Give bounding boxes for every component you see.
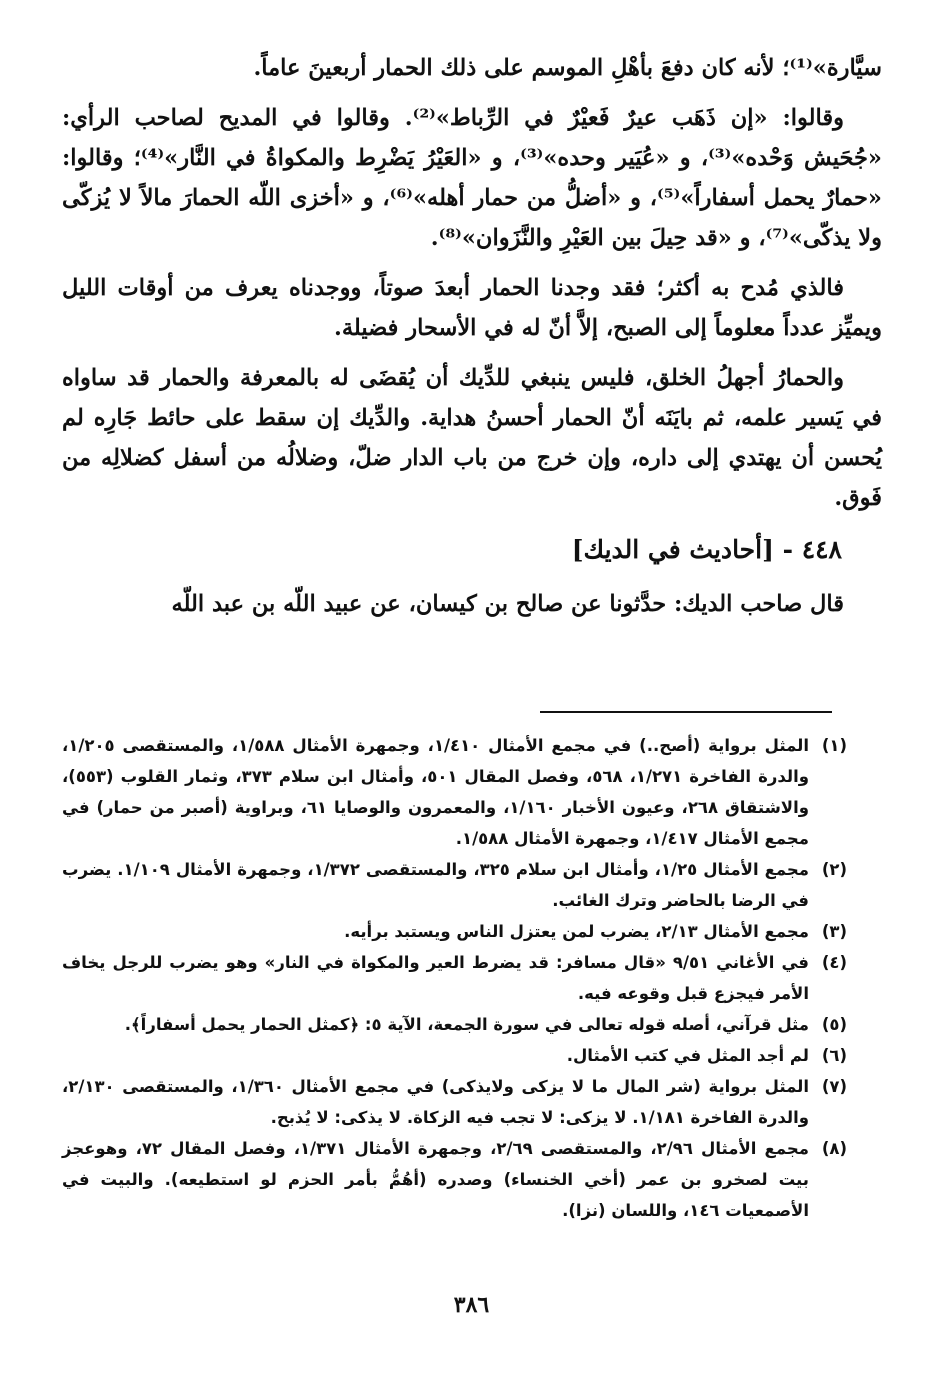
footnotes <box>62 730 847 1226</box>
footnote <box>62 1009 847 1040</box>
footnote-text: المثل برواية (أصح..) في مجمع الأمثال ١/٤١٠، وجمهرة الأمثال ١/٥٨٨، والمستقصى ١/٢٠٥، والدرة الفاخرة ١/٢٧١، ٥٦٨، وفصل المقال ٥٠١، وأمثال ابن سلام ٣٧٣، وثمار القلوب (٥٥٣)، والاشتقاق ٢٦٨، وعيون الأخبار ١/١٦٠، والمعمرون والوصايا ٦١، وبراوية (أصبر من حمار) في مجمع الأمثال ١/٤١٧، وجمهرة الأمثال ١/٥٨٨. <box>62 736 810 848</box>
footnote-text: مجمع الأمثال ١/٢٥، وأمثال ابن سلام ٣٢٥، والمستقصى ١/٣٧٢، وجمهرة الأمثال ١/١٠٩. يضرب في الرضا بالحاضر وترك الغائب. <box>62 860 810 910</box>
paragraph: سيَّارة»⁽¹⁾؛ لأنه كان دفعَ بأهْلِ الموسم على ذلك الحمار أربعينَ عاماً. <box>253 55 882 81</box>
footnote-text: مثل قرآني، أصله قوله تعالى في سورة الجمعة، الآية ٥: ﴿كمثل الحمار يحمل أسفاراً﴾. <box>124 1015 809 1034</box>
footnote-text: في الأغاني ٩/٥١ «قال مسافر: قد يضرط العير والمكواة في النار» وهو يضرب للرجل يخاف الأمر فيجزع قبل وقوعه فيه. <box>62 953 809 1003</box>
paragraph: وقالوا: «إن ذَهَب عيرٌ فَعيْرٌ في الرِّباط»⁽²⁾. وقالوا في المديح لصاحب الرأي: «جُحَيش وَحْده»⁽³⁾، و «عُيَير وحده»⁽³⁾، و «العَيْرُ يَضْرِط والمكواةُ في النَّار»⁽⁴⁾؛ وقالوا: «حمارٌ يحمل أسفاراً»⁽⁵⁾، و «أضلُّ من حمار أهله»⁽⁶⁾، و «أخزى اللّه الحمارَ مالاً لا يُزكّى ولا يذكّى»⁽⁷⁾، و «قد حِيلَ بين العَيْرِ والنَّزَوان»⁽⁸⁾. <box>62 105 882 251</box>
footnote-number: (٨) <box>821 1139 847 1158</box>
footnote-number: (٤) <box>821 953 847 972</box>
footnote <box>62 854 847 916</box>
footnote-number: (١) <box>821 736 847 755</box>
page-number: ٣٨٦ <box>453 1292 490 1318</box>
footnote-text: المثل برواية (شر المال ما لا يزكى ولايذكى) في مجمع الأمثال ١/٣٦٠، والمستقصى ٢/١٣٠، والدرة الفاخرة ١/١٨١. لا يزكى: لا تجب فيه الزكاة. لا يذكى: لا يُذبح. <box>62 1077 810 1127</box>
footnote-separator <box>540 711 832 713</box>
section-heading: ٤٤٨ - [أحاديث في الديك] <box>571 535 842 564</box>
footnote-number: (٢) <box>821 860 847 879</box>
footnote <box>62 1133 847 1226</box>
footnote <box>62 916 847 947</box>
footnote-text: مجمع الأمثال ٢/٩٦، والمستقصى ٢/٦٩، وجمهرة الأمثال ١/٣٧١، وفصل المقال ٧٢، وهوعجز بيت لصخرو بن عمر (أخي الخنساء) وصدره (أهُمُّ بأمر الحزم لو استطيعه). والبيت في الأصمعيات ١٤٦، واللسان (نزا). <box>62 1139 809 1220</box>
main-text <box>62 48 882 634</box>
paragraph: والحمارُ أجهلُ الخلق، فليس ينبغي للدِّيك أن يُقضَى له بالمعرفة والحمار قد ساواه في يَسير علمه، ثم بايَنَه أنّ الحمار أحسنُ هداية. والدِّيك إن سقط على حائط جَارِه لم يُحسن أن يهتدي إلى داره، وإن خرج من باب الدار ضلّ، وضلالُه من أسفل كضلالِه من فَوق. <box>62 365 882 511</box>
footnote-number: (٦) <box>821 1046 847 1065</box>
footnote-number: (٧) <box>821 1077 847 1096</box>
paragraph: فالذي مُدح به أكثر؛ فقد وجدنا الحمار أبعدَ صوتاً، ووجدناه يعرف من أوقات الليل ويميِّز عدداً معلوماً إلى الصبح، إلاَّ أنّ له في الأسحار فضيلة. <box>62 275 882 341</box>
footnote <box>62 1071 847 1133</box>
footnote-text: لم أجد المثل في كتب الأمثال. <box>566 1046 809 1065</box>
footnote <box>62 1040 847 1071</box>
footnote-text: مجمع الأمثال ٢/١٣، يضرب لمن يعتزل الناس ويستبد برأيه. <box>344 922 809 941</box>
paragraph: قال صاحب الديك: حدَّثونا عن صالح بن كيسان، عن عبيد اللّه بن عبد اللّه <box>171 591 844 617</box>
footnote-number: (٥) <box>821 1015 847 1034</box>
footnote <box>62 947 847 1009</box>
footnote <box>62 730 847 854</box>
footnote-number: (٣) <box>821 922 847 941</box>
